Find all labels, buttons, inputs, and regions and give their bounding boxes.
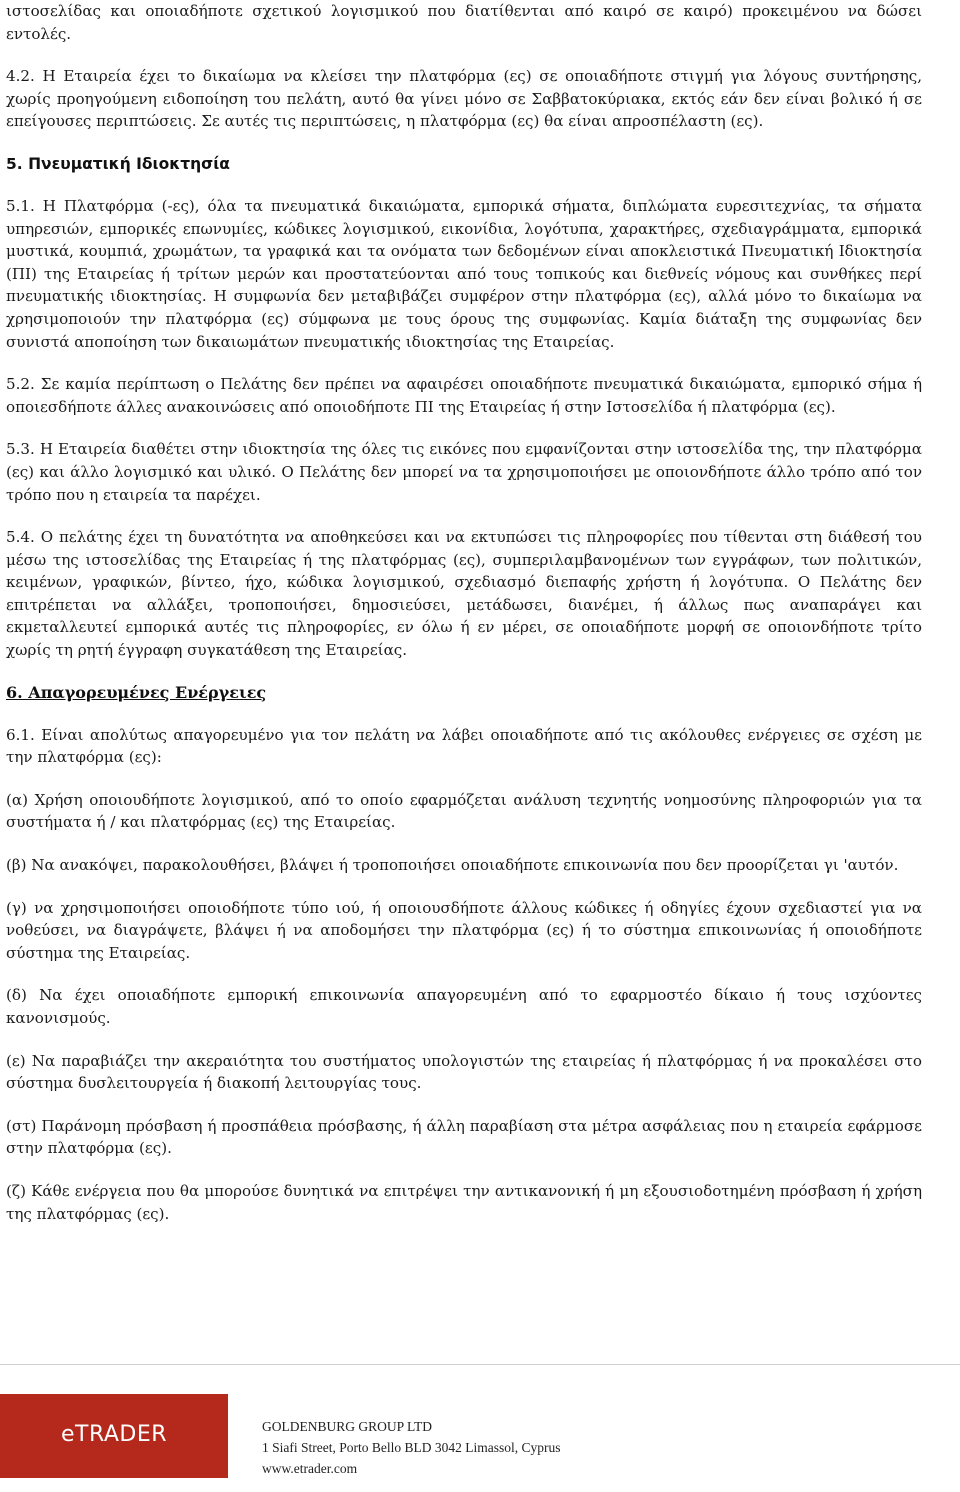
- paragraph-intro-continuation: ιστοσελίδας και οποιαδήποτε σχετικού λογισμικού που διατίθενται από καιρό σε καιρό) προκειμένου να δώσει εντολές.: [6, 2, 922, 43]
- paragraph-5-3: 5.3. Η Εταιρεία διαθέτει στην ιδιοκτησία της όλες τις εικόνες που εμφανίζονται στην ιστοσελίδα της, την πλατφόρμα (ες) και άλλο λογισμικό και υλικό. Ο Πελάτης δεν μπορεί να τα χρησιμοποιήσει με οποιονδήποτε άλλο τρόπο από τον τρόπο που η εταιρεία τα παρέχει.: [6, 440, 922, 504]
- company-info: [262, 1416, 561, 1479]
- paragraph-4-2: 4.2. Η Εταιρεία έχει το δικαίωμα να κλείσει την πλατφόρμα (ες) σε οποιαδήποτε στιγμή για λόγους συντήρησης, χωρίς προηγούμενη ειδοποίηση του πελάτη, αυτό θα γίνει μόνο σε Σαββατοκύριακα, εκτός εάν δεν είναι βολικό ή σε επείγουσες περιπτώσεις. Σε αυτές τις περιπτώσεις, η πλατφόρμα (ες) θα είναι απροσπέλαστη (ες).: [6, 67, 922, 131]
- section-heading-5: 5. Πνευματική Ιδιοκτησία: [6, 154, 230, 173]
- paragraph-5-1: 5.1. Η Πλατφόρμα (-ες), όλα τα πνευματικά δικαιώματα, εμπορικά σήματα, διπλώματα ευρεσιτεχνίας, τα σήματα υπηρεσιών, εμπορικές επωνυμίες, κώδικες λογισμικού, εικονίδια, λογότυπα, χαρακτήρες, σχεδιαγράμματα, εμπορικά μυστικά, κουμπιά, χρωμάτων, τα γραφικά και τα ονόματα των δεδομένων είναι αποκλειστικά Πνευματική Ιδιοκτησία (ΠΙ) της Εταιρείας ή τρίτων μερών και προστατεύονται από τους τοπικούς και διεθνείς νόμους και συνθήκες περί πνευματικής ιδιοκτησίας. Η συμφωνία δεν μεταβιβάζει συμφέρον στην πλατφόρμα (ες), αλλά μόνο το δικαίωμα να χρησιμοποιούν την πλατφόρμα (ες) σύμφωνα με τους όρους της συμφωνίας. Καμία διάταξη της συμφωνίας δεν συνιστά αποποίηση των δικαιωμάτων πνευματικής ιδιοκτησίας της Εταιρείας.: [6, 196, 922, 351]
- list-item-e: (ε) Να παραβιάζει την ακεραιότητα του συστήματος υπολογιστών της εταιρείας ή πλατφόρμας ή να προκαλέσει στο σύστημα δυσλειτουργεία ή διακοπή λειτουργίας τους.: [6, 1051, 922, 1093]
- list-item-z: (ζ) Κάθε ενέργεια που θα μπορούσε δυνητικά να επιτρέψει την αντικανονική ή μη εξουσιοδοτημένη πρόσβαση ή χρήση της πλατφόρμας (ες).: [6, 1181, 922, 1223]
- list-item-b: (β) Να ανακόψει, παρακολουθήσει, βλάψει ή τροποποιήσει οποιαδήποτε επικοινωνία που δεν προορίζεται γι 'αυτόν.: [6, 856, 899, 875]
- company-website: www.etrader.com: [262, 1461, 358, 1476]
- page-footer: [0, 1364, 960, 1492]
- section-heading-6: 6. Απαγορευμένες Ενέργειες: [6, 682, 267, 702]
- paragraph-5-4: 5.4. Ο πελάτης έχει τη δυνατότητα να αποθηκεύσει και να εκτυπώσει τις πληροφορίες που τίθενται στη διάθεσή του μέσω της ιστοσελίδας της Εταιρείας ή της πλατφόρμας (ες), συμπεριλαμβανομένων των εγγράφων, των πολιτικών, κειμένων, γραφικών, βίντεο, ήχο, κώδικα λογισμικού, σχεδιασμό διεπαφής χρήστη ή λογότυπα. Ο Πελάτης δεν επιτρέπεται να αλλάξει, τροποποιήσει, δημοσιεύσει, μετάδωσει, διανέμει, ή άλλως πως αναπαράγει και εκμεταλλευτεί εμπορικά αυτές τις πληροφορίες, εν όλω ή εν μέρει, σε οποιαδήποτε μορφή σε οποιονδήποτε τρίτο χωρίς τη ρητή έγγραφη συγκατάθεση της Εταιρείας.: [6, 528, 922, 660]
- logo-text: eTRADER: [60, 1422, 168, 1447]
- list-item-c: (γ) να χρησιμοποιήσει οποιοδήποτε τύπο ιού, ή οποιουσδήποτε άλλους κώδικες ή οδηγίες έχουν σχεδιαστεί για να νοθεύσει, να διαγράψετε, βλάψει ή να αποδομήσει την πλατφόρμα (ες) ή το σύστημα επικοινωνίας ή οποιοδήποτε σύστημα της Εταιρείας.: [6, 898, 922, 962]
- company-address: 1 Siafi Street, Porto Bello BLD 3042 Limassol, Cyprus: [262, 1440, 561, 1455]
- paragraph-6-1: 6.1. Είναι απολύτως απαγορευμένο για τον πελάτη να λάβει οποιαδήποτε από τις ακόλουθες ενέργειες σε σχέση με την πλατφόρμα (ες):: [6, 725, 922, 767]
- document-body: [6, 0, 922, 1225]
- list-item-a: (α) Χρήση οποιουδήποτε λογισμικού, από το οποίο εφαρμόζεται ανάλυση τεχνητής νοημοσύνης πληροφοριών για τα συστήματα ή / και πλατφόρμας (ες) της Εταιρείας.: [6, 790, 922, 832]
- footer-divider: [0, 1364, 960, 1365]
- list-item-st: (στ) Παράνομη πρόσβαση ή προσπάθεια πρόσβασης, ή άλλη παραβίαση στα μέτρα ασφάλειας που η εταιρεία εφάρμοσε στην πλατφόρμα (ες).: [6, 1116, 922, 1158]
- company-name: GOLDENBURG GROUP LTD: [262, 1419, 433, 1434]
- etrader-logo: [0, 1394, 228, 1478]
- paragraph-5-2: 5.2. Σε καμία περίπτωση ο Πελάτης δεν πρέπει να αφαιρέσει οποιαδήποτε πνευματικά δικαιώματα, εμπορικό σήμα ή οποιεσδήποτε άλλες ανακοινώσεις από οποιοδήποτε ΠΙ της Εταιρείας ή στην Ιστοσελίδα ή πλατφόρμα (ες).: [6, 375, 922, 416]
- list-item-d: (δ) Να έχει οποιαδήποτε εμπορική επικοινωνία απαγορευμένη από το εφαρμοστέο δίκαιο ή τους ισχύοντες κανονισμούς.: [6, 986, 922, 1027]
